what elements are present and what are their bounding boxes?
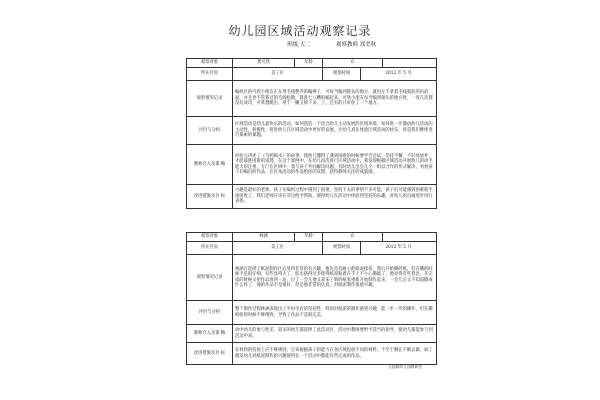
value-area: 美工区 <box>233 68 323 81</box>
label-record: 观察情况记录 <box>187 255 233 301</box>
value-time: 2012 年 5 月 <box>361 68 437 81</box>
value-area: 美工区 <box>233 242 323 255</box>
label-improve: 改进措施及目 标 <box>187 343 233 365</box>
observation-record-1 <box>186 58 437 209</box>
empty-cell <box>383 233 437 242</box>
page-footer: 公园路幼儿园教研室 <box>388 364 423 369</box>
value-time: 2012 年 5 月 <box>361 242 437 255</box>
page-title: 幼儿园区域活动观察记录 <box>228 24 372 38</box>
label-intervene: 教师介入及策 略 <box>187 325 233 343</box>
observer-info: 观察教师 郑美秋 <box>336 42 377 48</box>
label-time: 观察时间 <box>323 68 361 81</box>
label-area: 所在区角 <box>187 242 233 255</box>
empty-cell <box>383 59 437 68</box>
label-eval: 评价与分析 <box>187 301 233 325</box>
value-object: 林涵 <box>233 233 295 242</box>
value-record: 林涵在选择了纸泥制作区后显得非常的有兴趣，他先是有耐心把纸泥揉搓，然后开始撕碎纸，但在撕的时候不是很仔细，有些显得大了，胶水挤得过多使得纸泥粘着在手上不小心撕破了，他显得有些着急，在完成的时候又把作品放到一边，过了一会儿他又拿来了新的纸张重新开始制作起来，一会儿后又不知道撕成什么样了，他的作品不是很好，但是他非常的认真，对纸泥制作很感兴趣。 <box>233 255 437 301</box>
label-eval: 评价与分析 <box>187 117 233 145</box>
label-age: 年龄 <box>295 59 323 68</box>
label-time: 观察时间 <box>323 242 361 255</box>
value-age: 6 <box>323 59 383 68</box>
observation-record-2 <box>186 232 437 365</box>
value-improve: 兴趣是最好的老师，孩子在编织过程中遇到了困难，坚持下去的事情不多可能，孩子们可能遇到困难就半途而废了，我们老师应该在旁边给予帮助，使得幼儿在活动中体验到坚持的乐趣，对幼儿的点滴进步进行表扬。 <box>233 185 437 209</box>
label-object: 观察对象 <box>187 233 233 242</box>
label-improve: 改进措施及目 标 <box>187 185 233 209</box>
label-object: 观察对象 <box>187 59 233 68</box>
value-age: 6 <box>323 233 383 242</box>
label-age: 年龄 <box>295 233 323 242</box>
label-area: 所在区角 <box>187 68 233 81</box>
label-record: 观察情况记录 <box>187 81 233 117</box>
label-intervene: 教师介入及策 略 <box>187 145 233 185</box>
value-record: 编织区的可欣小朋友正在用毛线整齐的编辫子，可每当编到接头的地方，就用左手拿着毛线架前的吊前面，并且也不管系过的毛线松散，就乱七八糟的编起来。可欣小朋友每当编到接头的地方时，一连几次都没有成功，可欣想跳出，用于一撇又掉下来，了，还有的只好放了一个地方。 <box>233 81 437 117</box>
value-intervene: 经幼儿讲述了《乌鸦喝水》的故事，使幼儿懂得了遇到困难的时候要学会尝试、坚持不懈，不轻易放弃，才能战胜困难的道理，在这个案例中，在幼儿再次进行区域活动中，我发现根据区域活动开展幼儿的动手能力的注视，专门在区域中，我与孩子共同解决问题，有时幼儿出会几个一组以合作的形式解决，看看孩子们编出的作品，在区角活动的作品给你的反馈，获得教师关注的成就感。 <box>233 145 437 185</box>
class-info: 班级 大二 <box>287 42 311 48</box>
value-intervene: 动中幼儿的参与性差，较多的幼儿都选择了此活动区，活动中教师要给予适当的指导，使幼儿都能参与到活动中来。 <box>233 325 437 343</box>
value-eval: 区域活动是幼儿最快乐的活动，如何创造一个适合幼儿主动发展的区域环境，如何进一步激动幼儿活动的主动性，积极性，促进幼儿在区域活动中更好的发展，让幼儿真正体验区域活动的快乐，将是我们继续进行探索的课题。 <box>233 117 437 145</box>
value-improve: 在材料的投放上应不够规则，应该根据孩子的能力在各区域投放不同的材料，不至于剩在不断去做，加了激发幼儿对纸泥制作的兴趣使得在一个活动中都能有所完成的作品。 <box>233 343 437 365</box>
value-object: 龚可欣 <box>233 59 295 68</box>
value-eval: 整个制作过程林涵表现出了平时少有的坚持性，特别对纸泥的制作感到兴趣，能一步一步的操作，但在撕纸张的时候不够细致，导致了作品不是很完美。 <box>233 301 437 325</box>
